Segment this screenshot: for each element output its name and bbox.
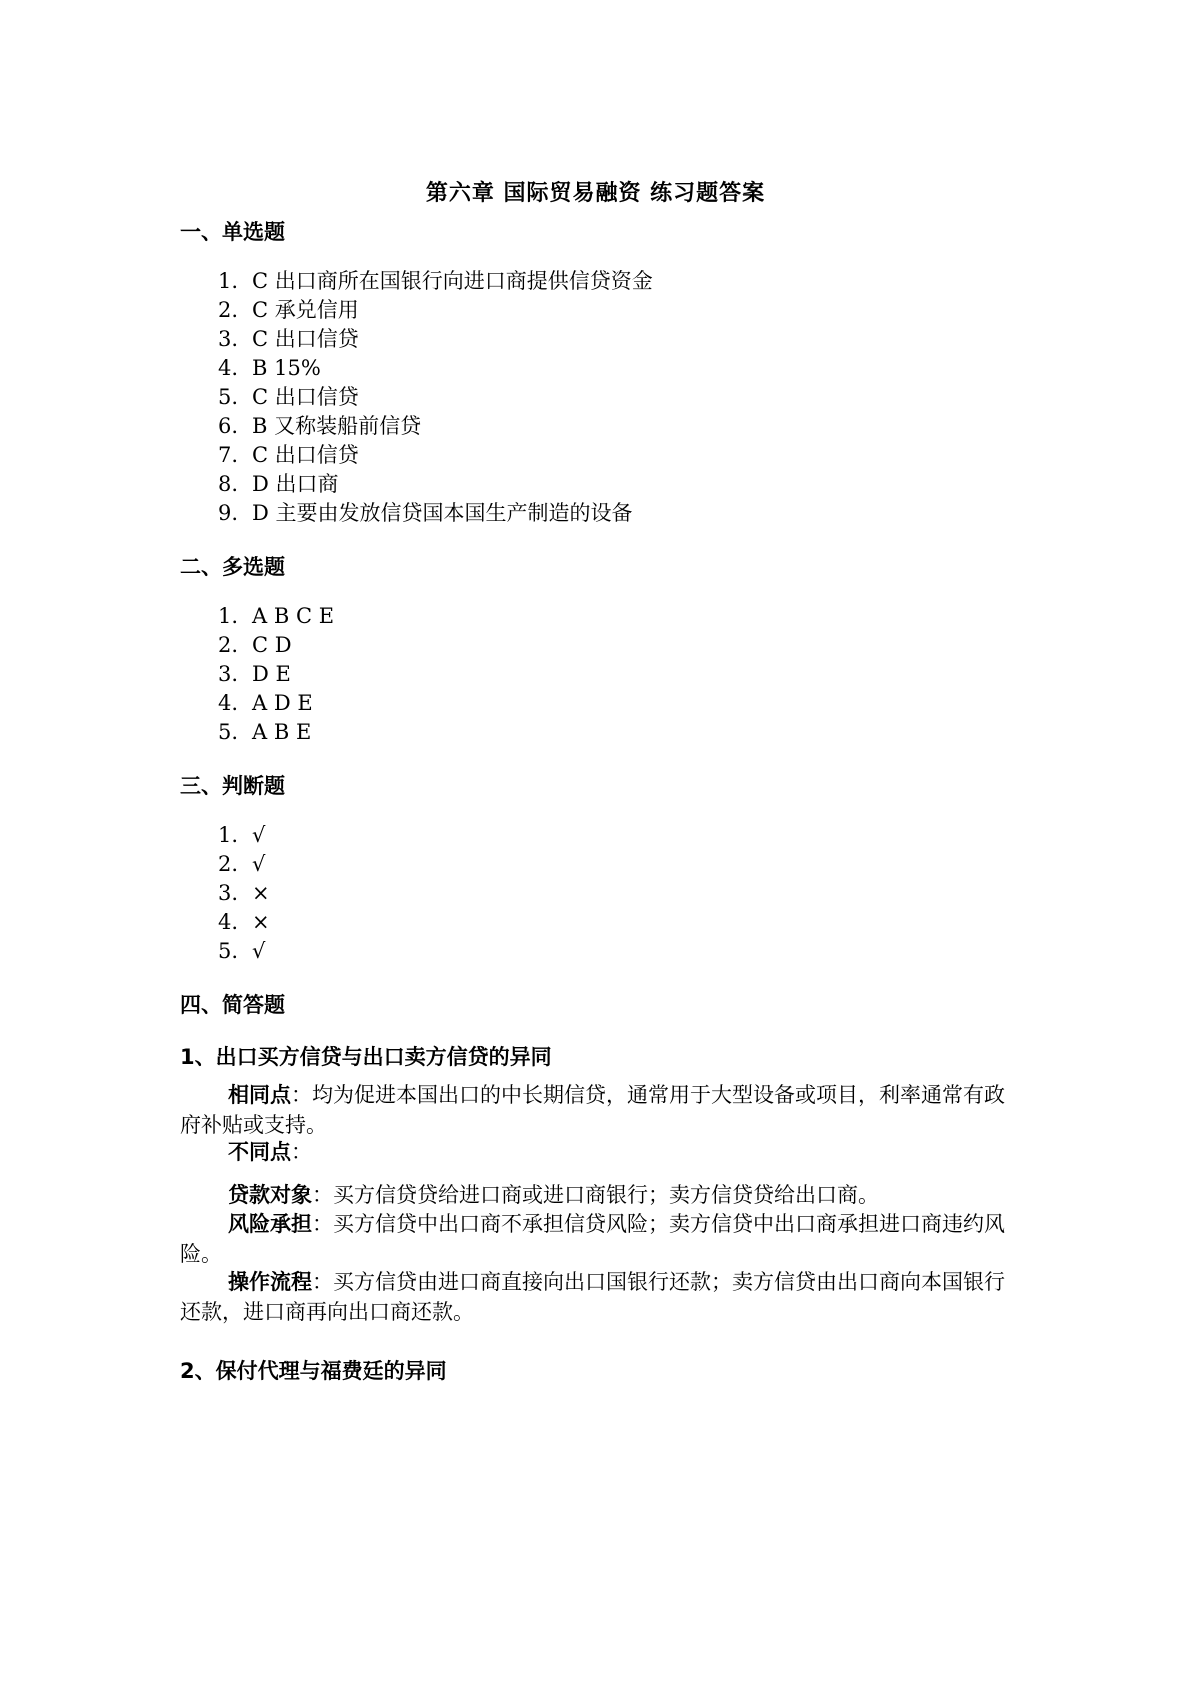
paragraph-loan-target <box>180 1180 1020 1210</box>
list-item <box>218 266 653 296</box>
item-number: 1. <box>218 269 239 293</box>
list-item <box>218 295 359 325</box>
item-number: 4. <box>218 910 239 934</box>
text-loan-target: ：买方信贷贷给进口商或进口商银行；卖方信贷贷给出口商。 <box>312 1183 879 1207</box>
list-item <box>218 324 359 354</box>
label-process: 操作流程 <box>228 1270 312 1294</box>
item-text: A D E <box>252 691 313 715</box>
list-item <box>218 659 291 689</box>
item-text: D E <box>252 662 291 686</box>
paragraph-process <box>180 1267 1020 1327</box>
paragraph-similarities <box>180 1080 1020 1140</box>
paragraph-risk <box>180 1209 1020 1269</box>
item-text: D 出口商 <box>252 472 339 496</box>
list-item <box>218 440 359 470</box>
item-number: 2. <box>218 298 239 322</box>
item-text: D 主要由发放信贷国本国生产制造的设备 <box>252 501 633 525</box>
label-risk: 风险承担 <box>228 1212 312 1236</box>
item-text: √ <box>252 939 266 963</box>
list-item <box>218 353 321 383</box>
item-text: C 出口信贷 <box>252 327 359 351</box>
list-item <box>218 498 633 528</box>
item-text: A B E <box>252 720 312 744</box>
section-heading-short-answer: 四、简答题 <box>180 993 285 1017</box>
list-item <box>218 469 339 499</box>
item-number: 7. <box>218 443 239 467</box>
page-title: 第六章 国际贸易融资 练习题答案 <box>425 181 766 206</box>
list-item <box>218 849 265 879</box>
paragraph-differences <box>180 1137 1020 1167</box>
label-loan-target: 贷款对象 <box>228 1183 312 1207</box>
item-text: √ <box>252 852 266 876</box>
item-number: 5. <box>218 720 239 744</box>
item-number: 4. <box>218 691 239 715</box>
item-number: 1. <box>218 823 239 847</box>
list-item <box>218 717 311 747</box>
item-number: 3. <box>218 881 239 905</box>
text-similarities: ：均为促进本国出口的中长期信贷，通常用于大型设备或项目，利率通常有政府补贴或支持。 <box>180 1083 1005 1137</box>
list-item <box>218 907 270 937</box>
item-number: 5. <box>218 385 239 409</box>
item-text: C 承兑信用 <box>252 298 359 322</box>
item-number: 4. <box>218 356 239 380</box>
section-heading-multiple-choice: 二、多选题 <box>180 555 285 579</box>
item-text: √ <box>252 823 266 847</box>
list-item <box>218 878 270 908</box>
list-item <box>218 688 313 718</box>
list-item <box>218 630 292 660</box>
item-text: C 出口信贷 <box>252 443 359 467</box>
text-process: ：买方信贷由进口商直接向出口国银行还款；卖方信贷由出口商向本国银行还款，进口商再向出口商还款。 <box>180 1270 1005 1324</box>
item-number: 1. <box>218 604 239 628</box>
text-differences: ： <box>291 1140 312 1164</box>
list-item <box>218 411 421 441</box>
item-text: C 出口信贷 <box>252 385 359 409</box>
item-text: × <box>252 881 270 905</box>
item-text: C D <box>252 633 292 657</box>
text-risk: ：买方信贷中出口商不承担信贷风险；卖方信贷中出口商承担进口商违约风险。 <box>180 1212 1005 1266</box>
item-text: A B C E <box>252 604 335 628</box>
item-number: 2. <box>218 633 239 657</box>
item-number: 2. <box>218 852 239 876</box>
label-differences: 不同点 <box>228 1140 291 1164</box>
label-similarities: 相同点 <box>228 1083 291 1107</box>
item-number: 3. <box>218 327 239 351</box>
item-number: 6. <box>218 414 239 438</box>
section-heading-single-choice: 一、单选题 <box>180 220 285 244</box>
item-text: C 出口商所在国银行向进口商提供信贷资金 <box>252 269 653 293</box>
list-item <box>218 820 265 850</box>
item-number: 9. <box>218 501 239 525</box>
item-text: B 又称装船前信贷 <box>252 414 422 438</box>
item-number: 8. <box>218 472 239 496</box>
question-heading: 1、出口买方信贷与出口卖方信贷的异同 <box>180 1045 552 1069</box>
item-text: × <box>252 910 270 934</box>
list-item <box>218 382 359 412</box>
list-item <box>218 936 265 966</box>
section-heading-true-false: 三、判断题 <box>180 774 285 798</box>
item-number: 3. <box>218 662 239 686</box>
list-item <box>218 601 334 631</box>
question-heading: 2、保付代理与福费廷的异同 <box>180 1359 447 1383</box>
item-text: B 15% <box>252 356 321 380</box>
item-number: 5. <box>218 939 239 963</box>
